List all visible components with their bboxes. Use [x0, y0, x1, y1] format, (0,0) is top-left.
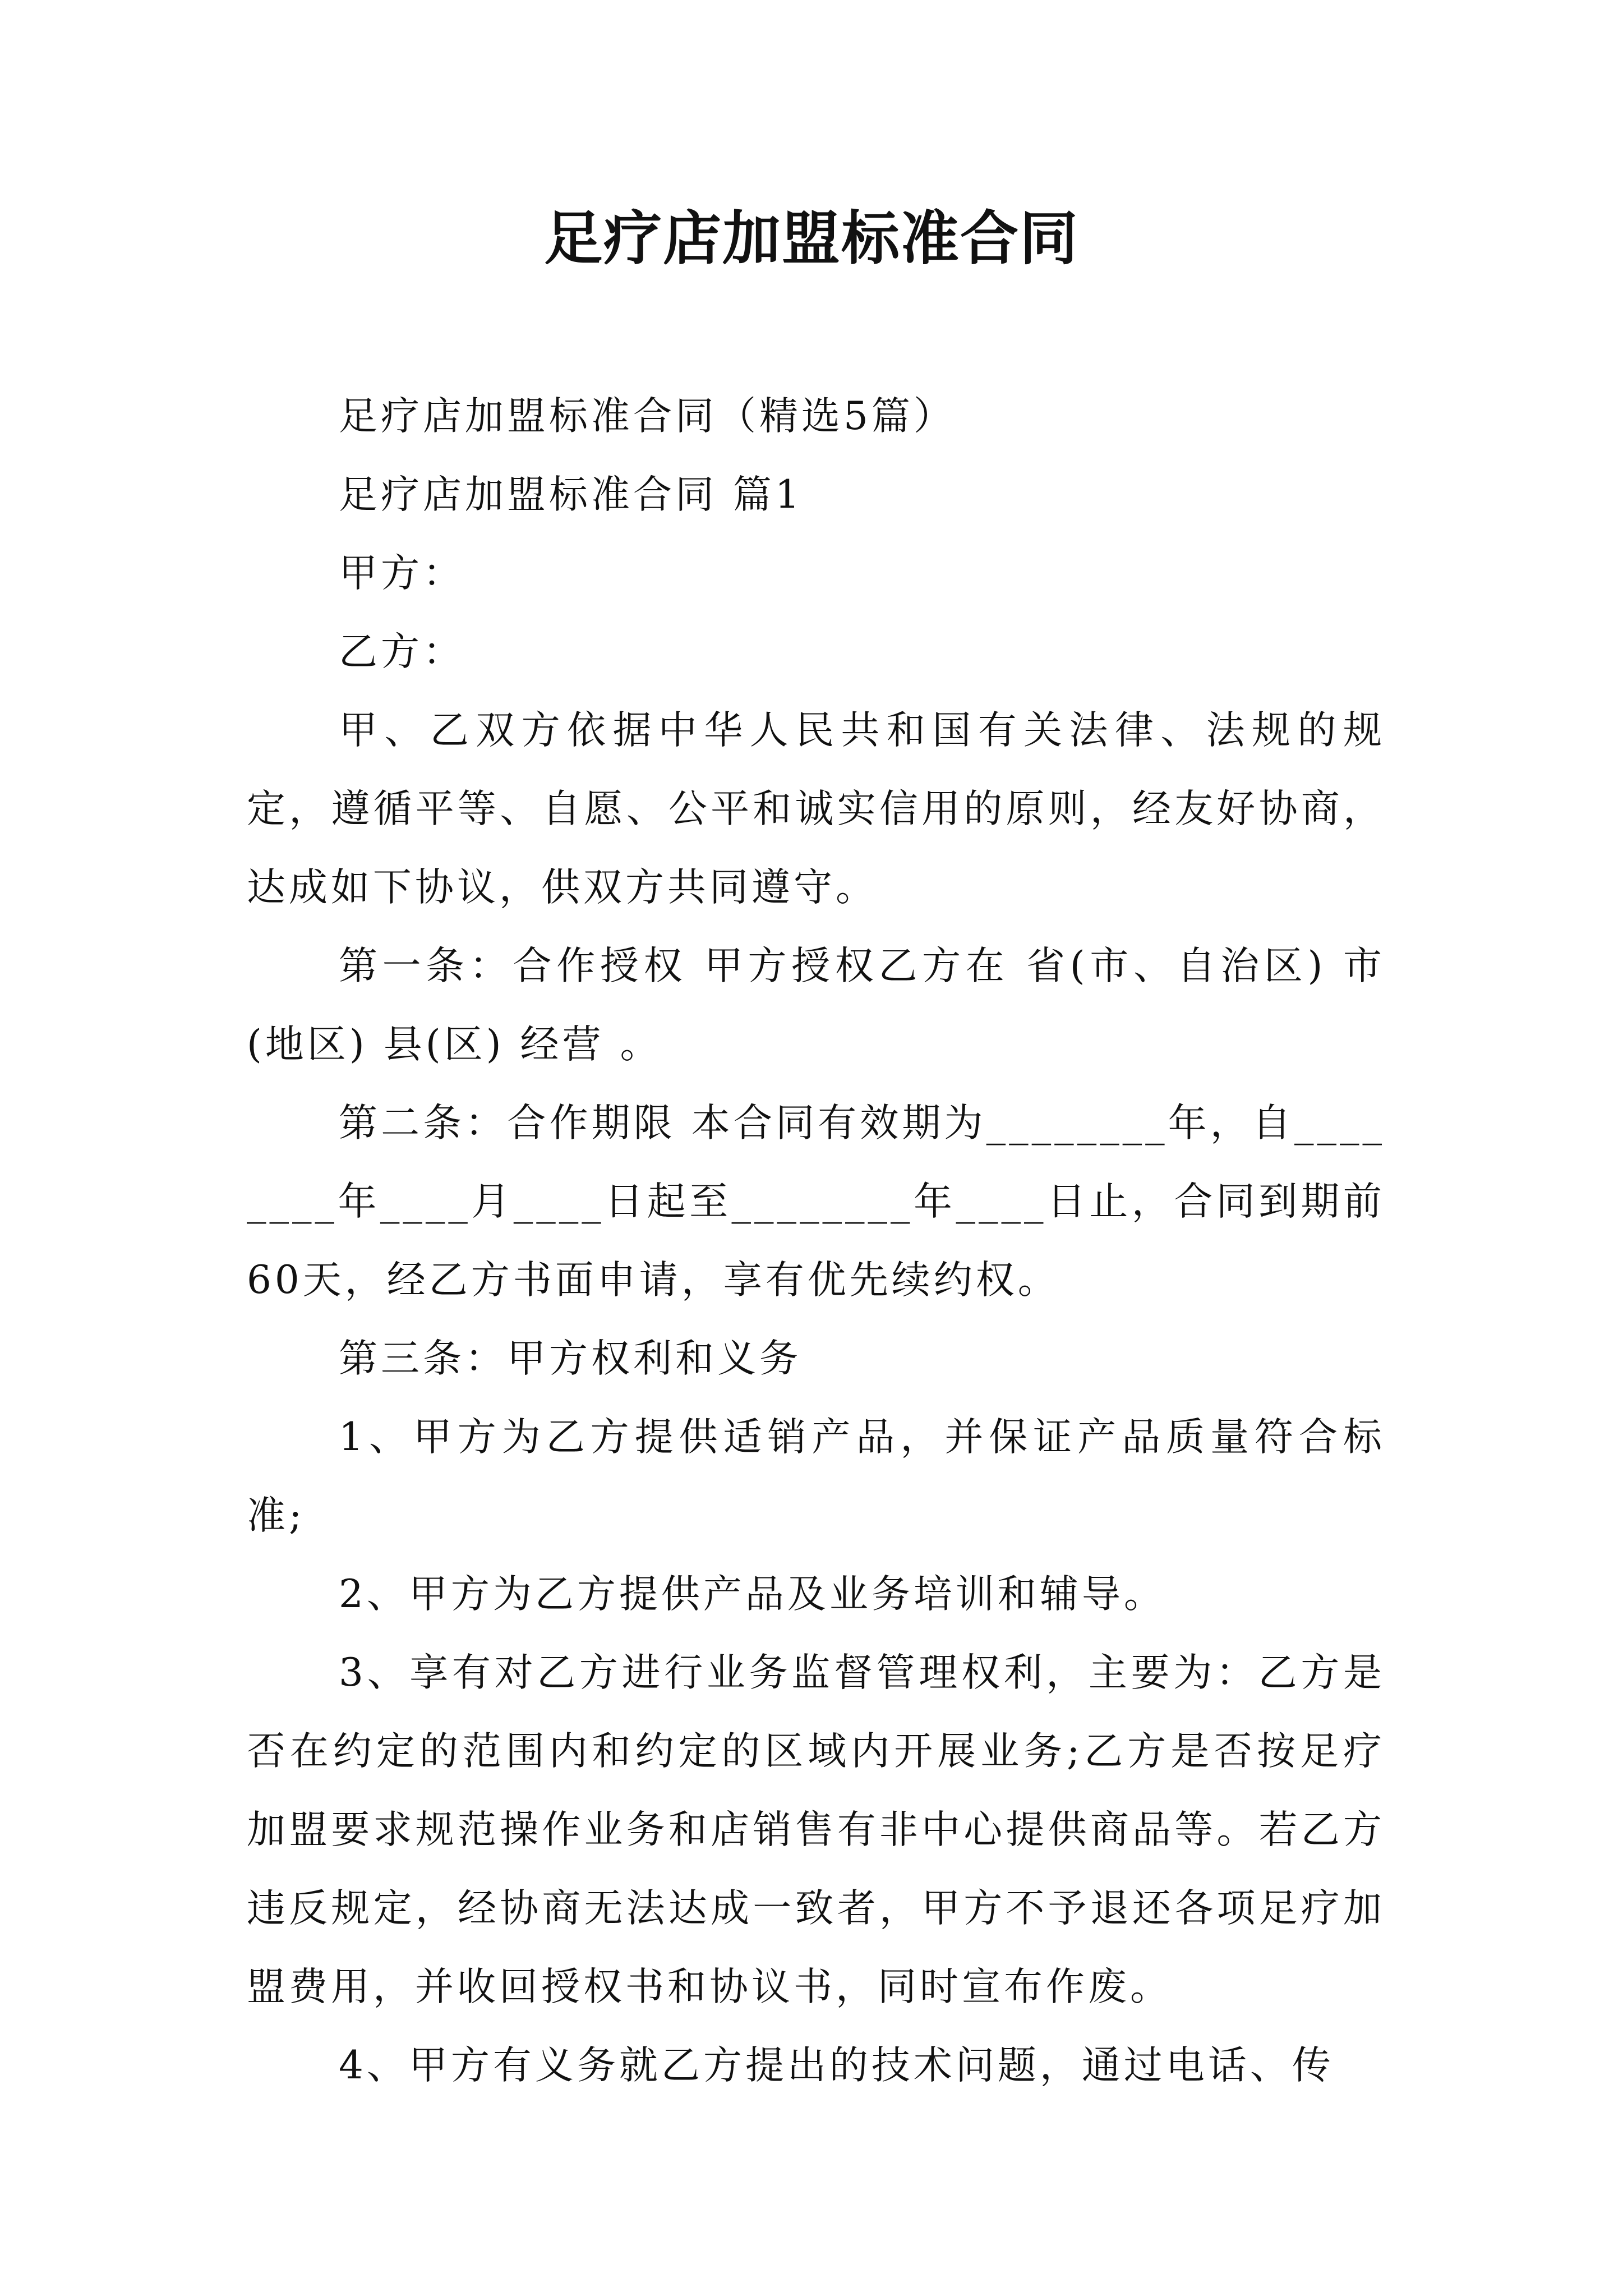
paragraph-party-b: 乙方：: [339, 629, 465, 674]
paragraph-item-4: 4、甲方有义务就乙方提出的技术问题，通过电话、传: [339, 2043, 1334, 2088]
paragraph-collection-title: 足疗店加盟标准合同（精选5篇）: [339, 394, 956, 439]
paragraph-article-3-heading: 第三条：甲方权利和义务: [339, 1336, 801, 1381]
paragraph-article-1: 第一条：合作授权 甲方授权乙方在 省(市、自治区) 市(地区) 县(区) 经营 。: [247, 944, 1385, 1067]
document-body: [247, 377, 1385, 2105]
paragraph-item-1: 1、甲方为乙方提供适销产品，并保证产品质量符合标准;: [247, 1415, 1385, 1538]
paragraph-item-3: 3、享有对乙方进行业务监督管理权利，主要为：乙方是否在约定的范围内和约定的区域内开展业务;乙方是否按足疗加盟要求规范操作业务和店销售有非中心提供商品等。若乙方违反规定，经协商无法达成一致者，甲方不予退还各项足疗加盟费用，并收回授权书和协议书，同时宣布作废。: [247, 1650, 1385, 2009]
paragraph-article-2: 第二条：合作期限 本合同有效期为________年，自________年____月____日起至________年____日止，合同到期前60天，经乙方书面申请，享有优先续约权。: [247, 1101, 1385, 1303]
document-title: 足疗店加盟标准合同: [543, 204, 1079, 273]
paragraph-section-heading: 足疗店加盟标准合同 篇1: [339, 472, 803, 517]
paragraph-party-a: 甲方：: [339, 551, 465, 596]
paragraph-item-2: 2、甲方为乙方提供产品及业务培训和辅导。: [339, 1572, 1166, 1617]
paragraph-preamble: 甲、乙双方依据中华人民共和国有关法律、法规的规定，遵循平等、自愿、公平和诚实信用的原则，经友好协商，达成如下协议，供双方共同遵守。: [247, 708, 1385, 910]
